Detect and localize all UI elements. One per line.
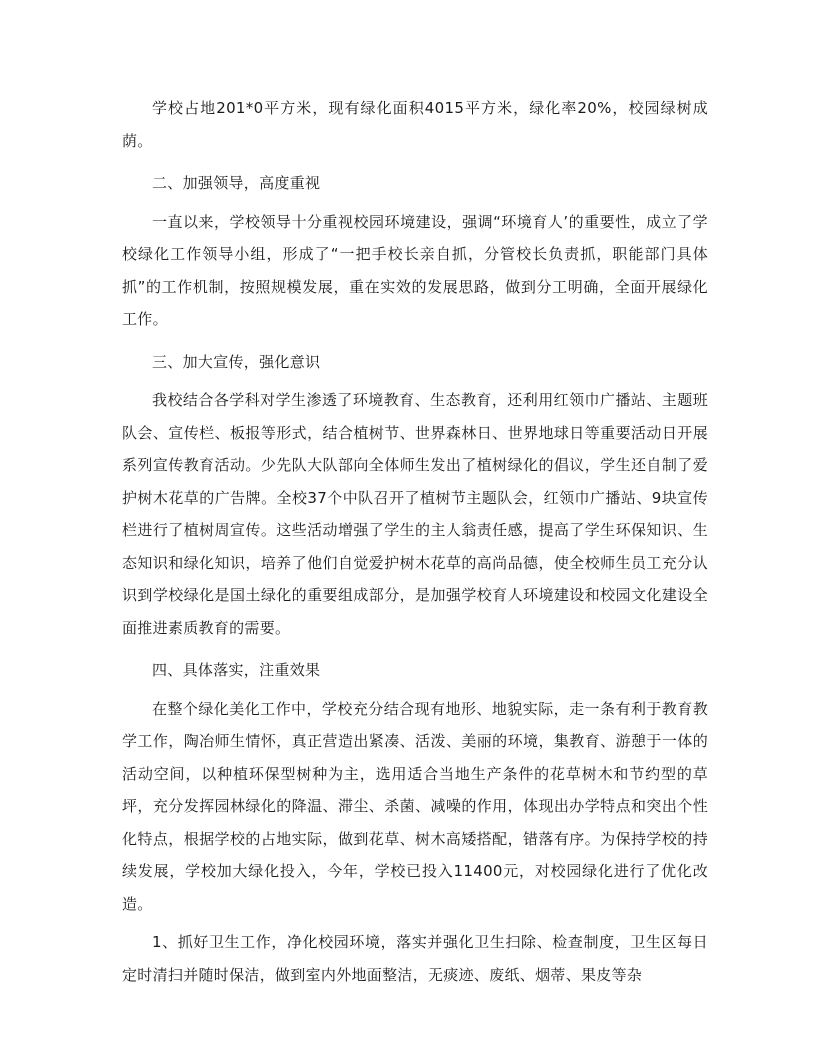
section-paragraph-2: 一直以来，学校领导十分重视校园环境建设，强调“环境育人’的重要性，成立了学校绿化工作领导小组，形成了“一把手校长亲自抓，分管校长负责抓，职能部门具体抓”的工作机制，按照规模发展，重在实效的发展思路，做到分工明确，全面开展绿化工作。 <box>122 212 708 328</box>
subsection-paragraph-1: 1、抓好卫生工作，净化校园环境，落实并强化卫生扫除、检查制度，卫生区每日定时清扫并随时保洁，做到室内外地面整洁，无痰迹、废纸、烟蒂、果皮等杂 <box>122 933 708 984</box>
section-heading-3: 三、加大宣传，强化意识 <box>152 352 321 371</box>
document-page <box>122 84 708 991</box>
section-paragraph-3: 我校结合各学科对学生渗透了环境教育、生态教育，还利用红领巾广播站、主题班队会、宣传栏、板报等形式，结合植树节、世界森林日、世界地球日等重要活动日开展系列宣传教育活动。少先队大队部向全体师生发出了植树绿化的倡议，学生还自制了爱护树木花草的广告牌。全校37个中队召开了植树节主题队会，红领巾广播站、9块宣传栏进行了植树周宣传。这些活动增强了学生的主人翁责任感，提高了学生环保知识、生态知识和绿化知识，培养了他们自觉爱护树木花草的高尚品德，使全校师生员工充分认识到学校绿化是国土绿化的重要组成部分，是加强学校育人环境建设和校园文化建设全面推进素质教育的需要。 <box>122 391 708 637</box>
section-heading-4: 四、具体落实，注重效果 <box>152 661 321 679</box>
intro-paragraph: 学校占地201*0平方米，现有绿化面积4015平方米，绿化率20%，校园绿树成荫。 <box>122 99 708 150</box>
section-heading-2: 二、加强领导，高度重视 <box>152 174 321 192</box>
section-paragraph-4: 在整个绿化美化工作中，学校充分结合现有地形、地貌实际，走一条有利于教育教学工作，陶冶师生情怀，真正营造出紧凑、活泼、美丽的环境，集教育、游憩于一体的活动空间，以种植环保型树种为主，选用适合当地生产条件的花草树木和节约型的草坪，充分发挥园林绿化的降温、滞尘、杀菌、减噪的作用，体现出办学特点和突出个性化特点，根据学校的占地实际，做到花草、树木高矮搭配，错落有序。为保持学校的持续发展，学校加大绿化投入，今年，学校已投入11400元，对校园绿化进行了优化改造。 <box>122 699 708 913</box>
